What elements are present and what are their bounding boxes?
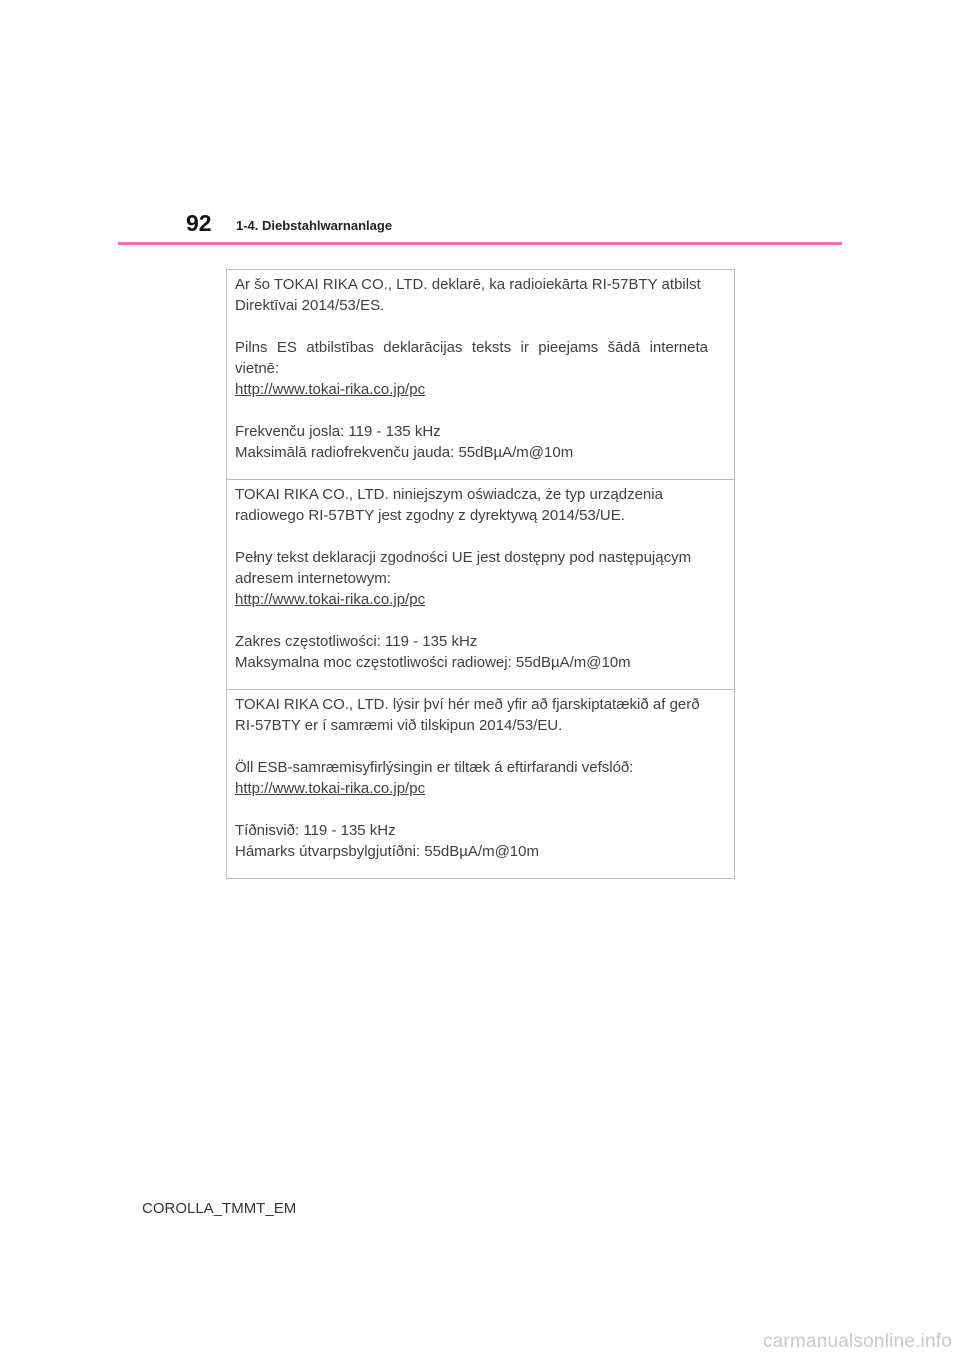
declaration-url-link[interactable]: http://www.tokai-rika.co.jp/pc (235, 780, 426, 797)
declaration-statement-line: Ar šo TOKAI RIKA CO., LTD. deklarē, ka radioiekārta RI-57BTY atbilst (235, 276, 701, 293)
header-rule (118, 242, 842, 245)
notice-latvian (227, 270, 734, 479)
fulltext-availability-line: Öll ESB-samræmisyfirlýsingin er tiltæk á eftirfarandi vefslóð: (235, 759, 634, 776)
declaration-statement-line: Direktīvai 2014/53/ES. (235, 297, 385, 314)
fulltext-availability-line: Pełny tekst deklaracji zgodności UE jest dostępny pod następującym (235, 549, 692, 566)
declaration-url-link[interactable]: http://www.tokai-rika.co.jp/pc (235, 381, 426, 398)
fulltext-availability-line: vietnē: (235, 360, 280, 377)
max-power: Maksymalna moc częstotliwości radiowej: 55dBµA/m@10m (235, 654, 631, 671)
radio-compliance-box (226, 269, 735, 879)
notice-polish (227, 479, 734, 689)
model-code-footer: COROLLA_TMMT_EM (142, 1200, 297, 1217)
fulltext-availability-line: Pilns ES atbilstības deklarācijas teksts ir pieejams šādā interneta (235, 339, 708, 356)
frequency-band: Zakres częstotliwości: 119 - 135 kHz (235, 633, 478, 650)
section-title: 1-4. Diebstahlwarnanlage (236, 218, 393, 233)
site-watermark: carmanualsonline.info (762, 1331, 952, 1352)
declaration-statement-line: TOKAI RIKA CO., LTD. niniejszym oświadcza, że typ urządzenia (235, 486, 663, 503)
fulltext-availability-line: adresem internetowym: (235, 570, 391, 587)
frequency-band: Frekvenču josla: 119 - 135 kHz (235, 423, 441, 440)
declaration-statement-line: RI-57BTY er í samræmi við tilskipun 2014/53/EU. (235, 717, 563, 734)
notice-icelandic (227, 689, 734, 878)
declaration-statement-line: radiowego RI-57BTY jest zgodny z dyrektywą 2014/53/UE. (235, 507, 625, 524)
max-power: Maksimālā radiofrekvenču jauda: 55dBµA/m@10m (235, 444, 574, 461)
declaration-statement-line: TOKAI RIKA CO., LTD. lýsir því hér með yfir að fjarskiptatækið af gerð (235, 696, 700, 713)
page-number: 92 (186, 210, 212, 236)
declaration-url-link[interactable]: http://www.tokai-rika.co.jp/pc (235, 591, 426, 608)
max-power: Hámarks útvarpsbylgjutíðni: 55dBµA/m@10m (235, 843, 539, 860)
frequency-band: Tíðnisvið: 119 - 135 kHz (235, 822, 396, 839)
